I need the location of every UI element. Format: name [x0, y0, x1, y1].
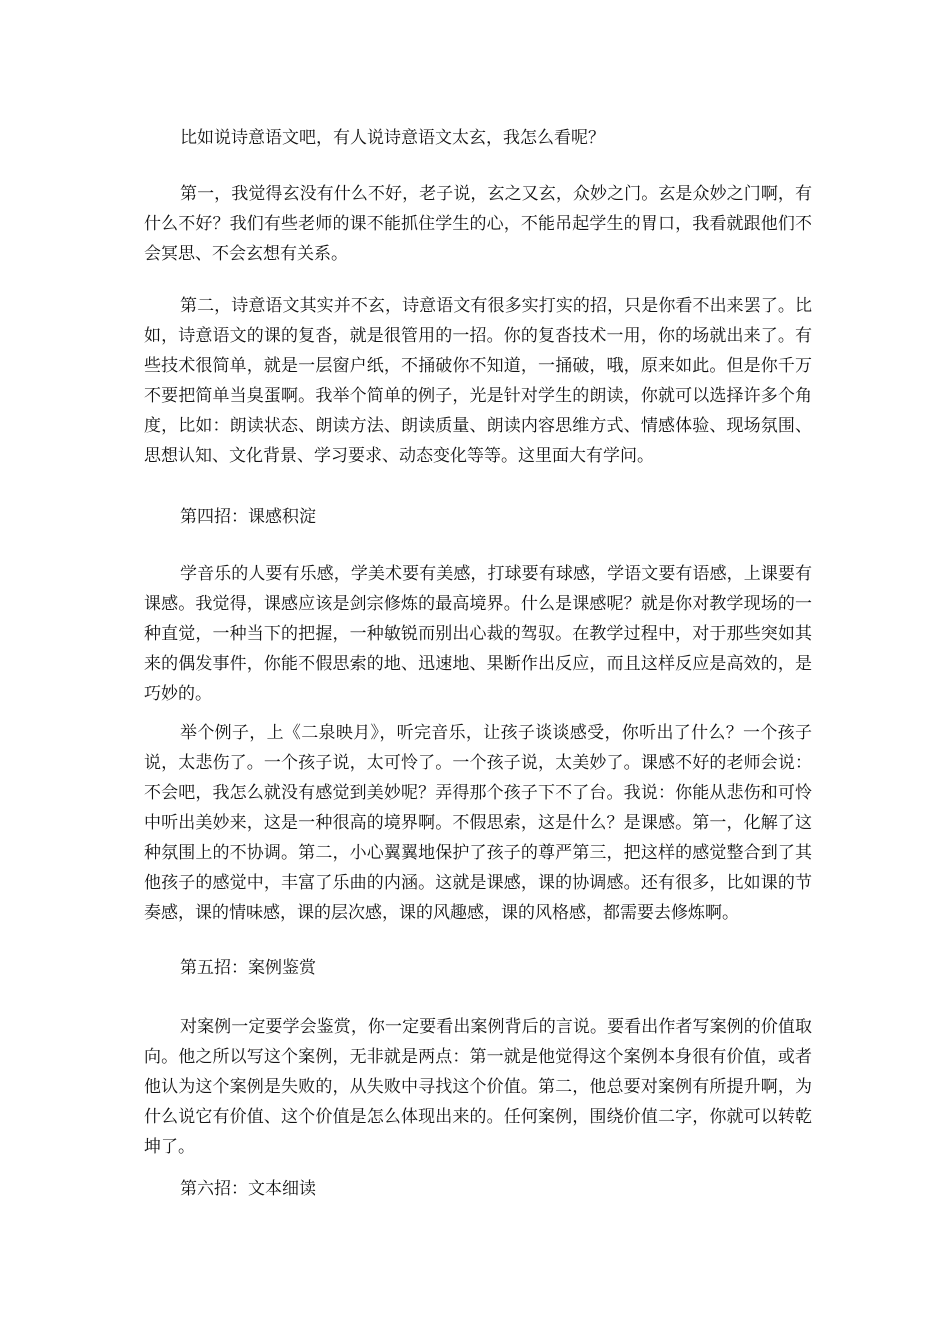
paragraph-example-erquan: 举个例子，上《二泉映月》，听完音乐，让孩子谈谈感受，你听出了什么？一个孩子说，太悲伤了。一个孩子说，太可怜了。一个孩子说，太美妙了。课感不好的老师会说：不会吧，我怎么就没有感觉到美妙呢？弄得那个孩子下不了台。我说：你能从悲伤和可怜中听出美妙来，这是一种很高的境界啊。不假思索，这是什么？是课感。第一，化解了这种氛围上的不协调。第二，小心翼翼地保护了孩子的尊严第三，把这样的感觉整合到了其他孩子的感觉中，丰富了乐曲的内涵。这就是课感，课的协调感。还有很多，比如课的节奏感，课的情味感，课的层次感，课的风趣感，课的风格感，都需要去修炼啊。: [144, 723, 812, 923]
paragraph-intro-question: 比如说诗意语文吧，有人说诗意语文太玄，我怎么看呢？: [180, 128, 605, 148]
paragraph-case-appreciation: 对案例一定要学会鉴赏，你一定要看出案例背后的言说。要看出作者写案例的价值取向。他之所以写这个案例，无非就是两点：第一就是他觉得这个案例本身很有价值，或者他认为这个案例是失败的，从失败中寻找这个价值。第二，他总要对案例有所提升啊，为什么说它有价值、这个价值是怎么体现出来的。任何案例，围绕价值二字，你就可以转乾坤了。: [144, 1017, 812, 1157]
paragraph-point-two: 第二，诗意语文其实并不玄，诗意语文有很多实打实的招，只是你看不出来罢了。比如，诗意语文的课的复沓，就是很管用的一招。你的复沓技术一用，你的场就出来了。有些技术很简单，就是一层窗户纸，不捅破你不知道，一捅破，哦，原来如此。但是你千万不要把简单当臭蛋啊。我举个简单的例子，光是针对学生的朗读，你就可以选择许多个角度，比如：朗读状态、朗读方法、朗读质量、朗读内容思维方式、情感体验、现场氛围、思想认知、文化背景、学习要求、动态变化等等。这里面大有学问。: [144, 296, 812, 466]
paragraph-point-one: 第一，我觉得玄没有什么不好，老子说，玄之又玄，众妙之门。玄是众妙之门啊，有什么不好？我们有些老师的课不能抓住学生的心，不能吊起学生的胃口，我看就跟他们不会冥思、不会玄想有关系。: [144, 184, 812, 264]
section-heading-5: 第五招：案例鉴赏: [180, 958, 316, 978]
paragraph-lesson-sense: 学音乐的人要有乐感，学美术要有美感，打球要有球感，学语文要有语感，上课要有课感。我觉得，课感应该是剑宗修炼的最高境界。什么是课感呢？就是你对教学现场的一种直觉，一种当下的把握，一种敏锐而别出心裁的驾驭。在教学过程中，对于那些突如其来的偶发事件，你能不假思索的地、迅速地、果断作出反应，而且这样反应是高效的，是巧妙的。: [144, 564, 812, 704]
section-heading-4: 第四招：课感积淀: [180, 507, 316, 527]
section-heading-6: 第六招：文本细读: [180, 1179, 316, 1199]
